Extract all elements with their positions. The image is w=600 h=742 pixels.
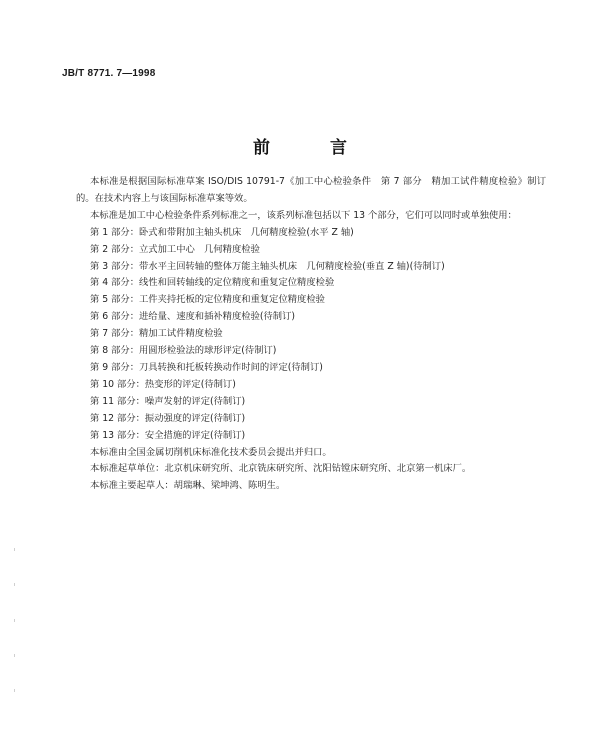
scan-speck	[14, 619, 15, 622]
part-item: 第 12 部分：振动强度的评定(待制订)	[90, 412, 246, 424]
part-item: 第 11 部分：噪声发射的评定(待制订)	[90, 395, 246, 407]
part-item: 第 7 部分：精加工试件精度检验	[90, 328, 223, 340]
part-item: 第 1 部分：卧式和带附加主轴头机床 几何精度检验(水平 Z 轴)	[90, 226, 354, 238]
intro-paragraph: 本标准是根据国际标准草案 ISO/DIS 10791-7《加工中心检验条件 第 7 部分 精加工试件精度检验》制订的。在技术内容上与该国际标准草案等效。	[76, 176, 546, 204]
part-item: 第 13 部分：安全措施的评定(待制订)	[90, 429, 246, 441]
part-item: 第 3 部分：带水平主回转轴的整体万能主轴头机床 几何精度检验(垂直 Z 轴)(待制订)	[90, 260, 445, 272]
proposer-line: 本标准由全国金属切削机床标准化技术委员会提出并归口。	[90, 446, 332, 458]
title-char-2: 言	[329, 138, 347, 158]
part-item: 第 5 部分：工件夹持托板的定位精度和重复定位精度检验	[90, 294, 325, 306]
document-body	[76, 174, 546, 495]
drafting-units-line: 本标准起草单位：北京机床研究所、北京铣床研究所、沈阳钻镗床研究所、北京第一机床厂。	[90, 463, 472, 475]
part-item: 第 10 部分：热变形的评定(待制订)	[90, 378, 236, 390]
title-char-1: 前	[253, 138, 271, 158]
scan-speck	[14, 583, 15, 586]
scan-speck	[14, 654, 15, 657]
part-item: 第 9 部分：刀具转换和托板转换动作时间的评定(待制订)	[90, 361, 323, 373]
series-paragraph: 本标准是加工中心检验条件系列标准之一，该系列标准包括以下 13 个部分，它们可以同时或单独使用：	[90, 209, 517, 221]
part-item: 第 8 部分：用圆形检验法的球形评定(待制订)	[90, 345, 277, 357]
scan-speck	[14, 689, 15, 692]
part-item: 第 2 部分：立式加工中心 几何精度检验	[90, 243, 260, 255]
part-item: 第 4 部分：线性和回转轴线的定位精度和重复定位精度检验	[90, 277, 335, 289]
drafters-line: 本标准主要起草人：胡瑞琳、梁坤鸿、陈明生。	[90, 480, 286, 492]
page-title	[0, 133, 600, 158]
part-item: 第 6 部分：进给量、速度和插补精度检验(待制订)	[90, 311, 296, 323]
scan-speck	[14, 548, 15, 551]
standard-code: JB/T 8771. 7—1998	[62, 68, 156, 79]
parts-list	[76, 225, 546, 445]
